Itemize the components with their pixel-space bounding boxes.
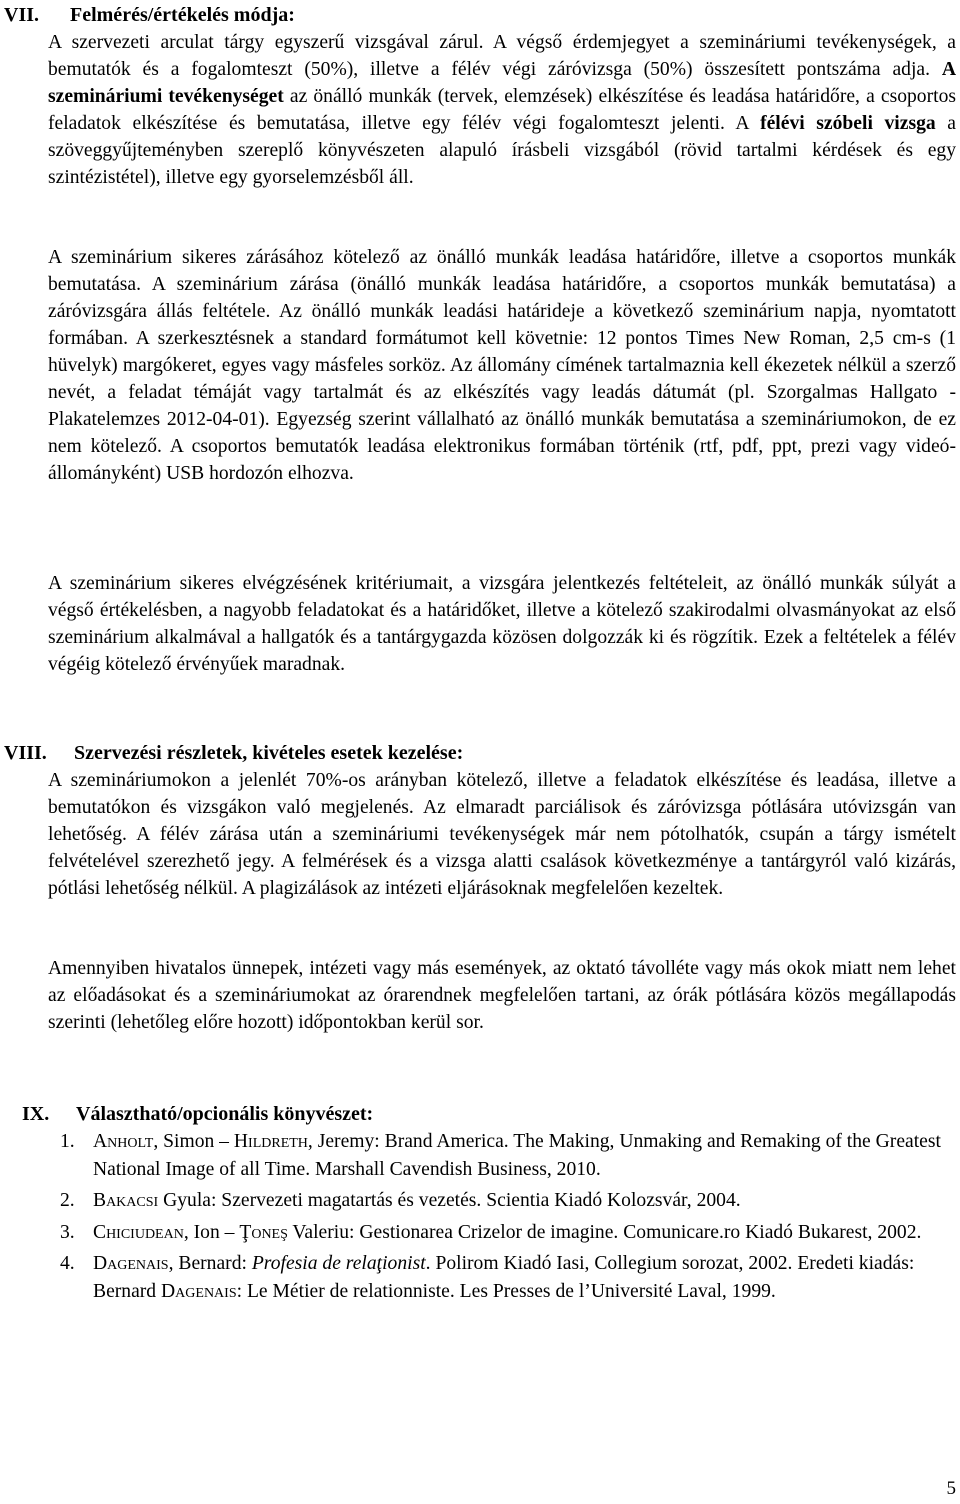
section-title: Szervezési részletek, kivételes esetek kezelése: — [74, 742, 464, 764]
section-heading-viii — [4, 740, 463, 766]
author-surname: Dagenais — [161, 1280, 237, 1302]
item-text — [93, 1250, 956, 1305]
section-title: Felmérés/értékelés módja: — [70, 4, 295, 26]
section-heading-ix — [22, 1101, 373, 1127]
item-text — [93, 1219, 956, 1247]
bibliography-item — [60, 1128, 956, 1183]
bibliography-list — [60, 1128, 956, 1305]
item-number: 3. — [60, 1221, 75, 1243]
bibliography-item — [60, 1219, 956, 1247]
text-run: . Polirom Kiadó Iasi, Collegium sorozat, 2002. Eredeti kiadás: Bernard — [93, 1253, 915, 1302]
author-surname: Dagenais — [93, 1253, 169, 1274]
item-number: 2. — [60, 1190, 75, 1211]
text-run: : Le Métier de relationniste. Les Presses de l’Université Laval, 1999. — [236, 1280, 776, 1302]
text-run: A szervezeti arculat tárgy egyszerű vizsgával zárul. A végső érdemjegyet a szemináriumi tevékenységek, a bemutatók és a fogalomteszt (50%), illetve a félév végi záróvizsga (50%) összesített pontszáma adja. — [48, 32, 956, 80]
paragraph-submission-rules: A szeminárium sikeres zárásához kötelező az önálló munkák leadása határidőre, illetve a csoportos munkák bemutatása. A szeminárium zárása (önálló munkák leadása határidőre, a csoportos munkák bemutatása) a záróvizsgára állás feltétele. Az önálló munkák leadási határideje a következő szeminárium napja, nyomtatott formában. A szerkesztésnek a standard formátumot kell követnie: 12 pontos Times New Roman, 2,5 cm-s (1 hüvelyk) margókeret, egyes vagy másfeles sorköz. Az állomány címének tartalmaznia kell ékezetek nélkül a szerző nevét, a feladat témáját vagy tartalmát és az elkészítés vagy leadás dátumát (pl. Szorgalmas Hallgato - Plakatelemzes 2012-04-01). Egyezség szerint vállalható az önálló munkák bemutatása a szemináriumokon, de ez nem kötelező. A csoportos bemutatók leadása elektronikus formában történik (rtf, pdf, ppt, prezi vagy videó-állományként) USB hordozón elhozva. — [48, 247, 956, 484]
text-run: , Simon – — [153, 1131, 234, 1152]
italic-title: Profesia de relaţionist — [251, 1253, 426, 1274]
bold-term: félévi szóbeli vizsga — [760, 113, 936, 134]
text-run: , Bernard: — [168, 1253, 252, 1274]
section-number: VIII. — [4, 742, 47, 764]
author-surname: Bakacsi — [93, 1190, 159, 1211]
author-surname: Hildreth — [233, 1131, 308, 1152]
text-run: az önálló munkák (tervek, elemzések) elkészítése és leadása határidőre, a csoportos feladatok elkészítése és bemutatása, illetve egy félév végi fogalomteszt jelenti. A — [48, 86, 956, 134]
section-heading-vii — [4, 2, 295, 28]
bibliography-item — [60, 1187, 956, 1215]
text-run: , Ion – — [183, 1221, 240, 1243]
section-number: IX. — [22, 1103, 50, 1125]
section-number: VII. — [4, 4, 40, 26]
item-text — [93, 1128, 956, 1183]
paragraph-assessment — [48, 29, 956, 191]
author-surname: Chiciudean — [93, 1221, 184, 1243]
author-surname: Ţoneş — [239, 1221, 288, 1243]
section-title: Választható/opcionális könyvészet: — [76, 1103, 374, 1125]
text-run: Gyula: Szervezeti magatartás és vezetés. Scientia Kiadó Kolozsvár, 2004. — [158, 1190, 741, 1211]
page-number: 5 — [946, 1478, 956, 1499]
author-surname: Anholt — [93, 1131, 154, 1152]
paragraph-criteria: A szeminárium sikeres elvégzésének kritériumait, a vizsgára jelentkezés feltételeit, az önálló munkák súlyát a végső értékelésben, a nagyobb feladatokat és a határidőket, illetve a kötelező szakirodalmi olvasmányokat az első szeminárium alkalmával a hallgatók és a tantárgygazda közösen dolgozzák ki és rögzítik. Ezek a feltételek a félév végéig kötelező érvényűek maradnak. — [48, 573, 956, 675]
bibliography-item — [60, 1250, 956, 1305]
text-run: , Jeremy: Brand America. The Making, Unmaking and Remaking of the Greatest National Image of all Time. Marshall Cavendish Business, 2010. — [93, 1131, 941, 1180]
text-run: Valeriu: Gestionarea Crizelor de imagine. Comunicare.ro Kiadó Bukarest, 2002. — [287, 1221, 922, 1243]
item-text — [93, 1187, 956, 1215]
text-run: a szöveggyűjteményben szereplő könyvészeten alapuló írásbeli vizsgából (rövid tartalmi kérdések és egy szintézistétel), illetve egy gyorselemzésből áll. — [48, 113, 956, 188]
paragraph-attendance: A szemináriumokon a jelenlét 70%-os arányban kötelező, illetve a feladatok elkészítése és leadása, illetve a bemutatókon és vizsgákon való megjelenés. Az elmaradt parciálisok és záróvizsga pótlására utóvizsgán van lehetőség. A félév zárása után a szemináriumi tevékenységek már nem pótolhatók, csupán a tárgy ismételt felvételével szerezhető jegy. A felmérések és a vizsga alatti csalások következménye a tantárgyról való kizárás, pótlási lehetőség nélkül. A plagizálások az intézeti eljárásoknak megfelelően kezeltek. — [48, 770, 956, 899]
item-number: 1. — [60, 1131, 75, 1152]
item-number: 4. — [60, 1253, 75, 1274]
bold-term: A szemináriumi tevékenységet — [48, 59, 956, 107]
paragraph-holidays: Amennyiben hivatalos ünnepek, intézeti vagy más események, az oktató távolléte vagy más okok miatt nem lehet az előadásokat és a szemináriumokat az órarendnek megfelelően tartani, az órák pótlására közös megállapodás szerinti (lehetőleg előre hozott) időpontokban kerül sor. — [48, 958, 956, 1033]
